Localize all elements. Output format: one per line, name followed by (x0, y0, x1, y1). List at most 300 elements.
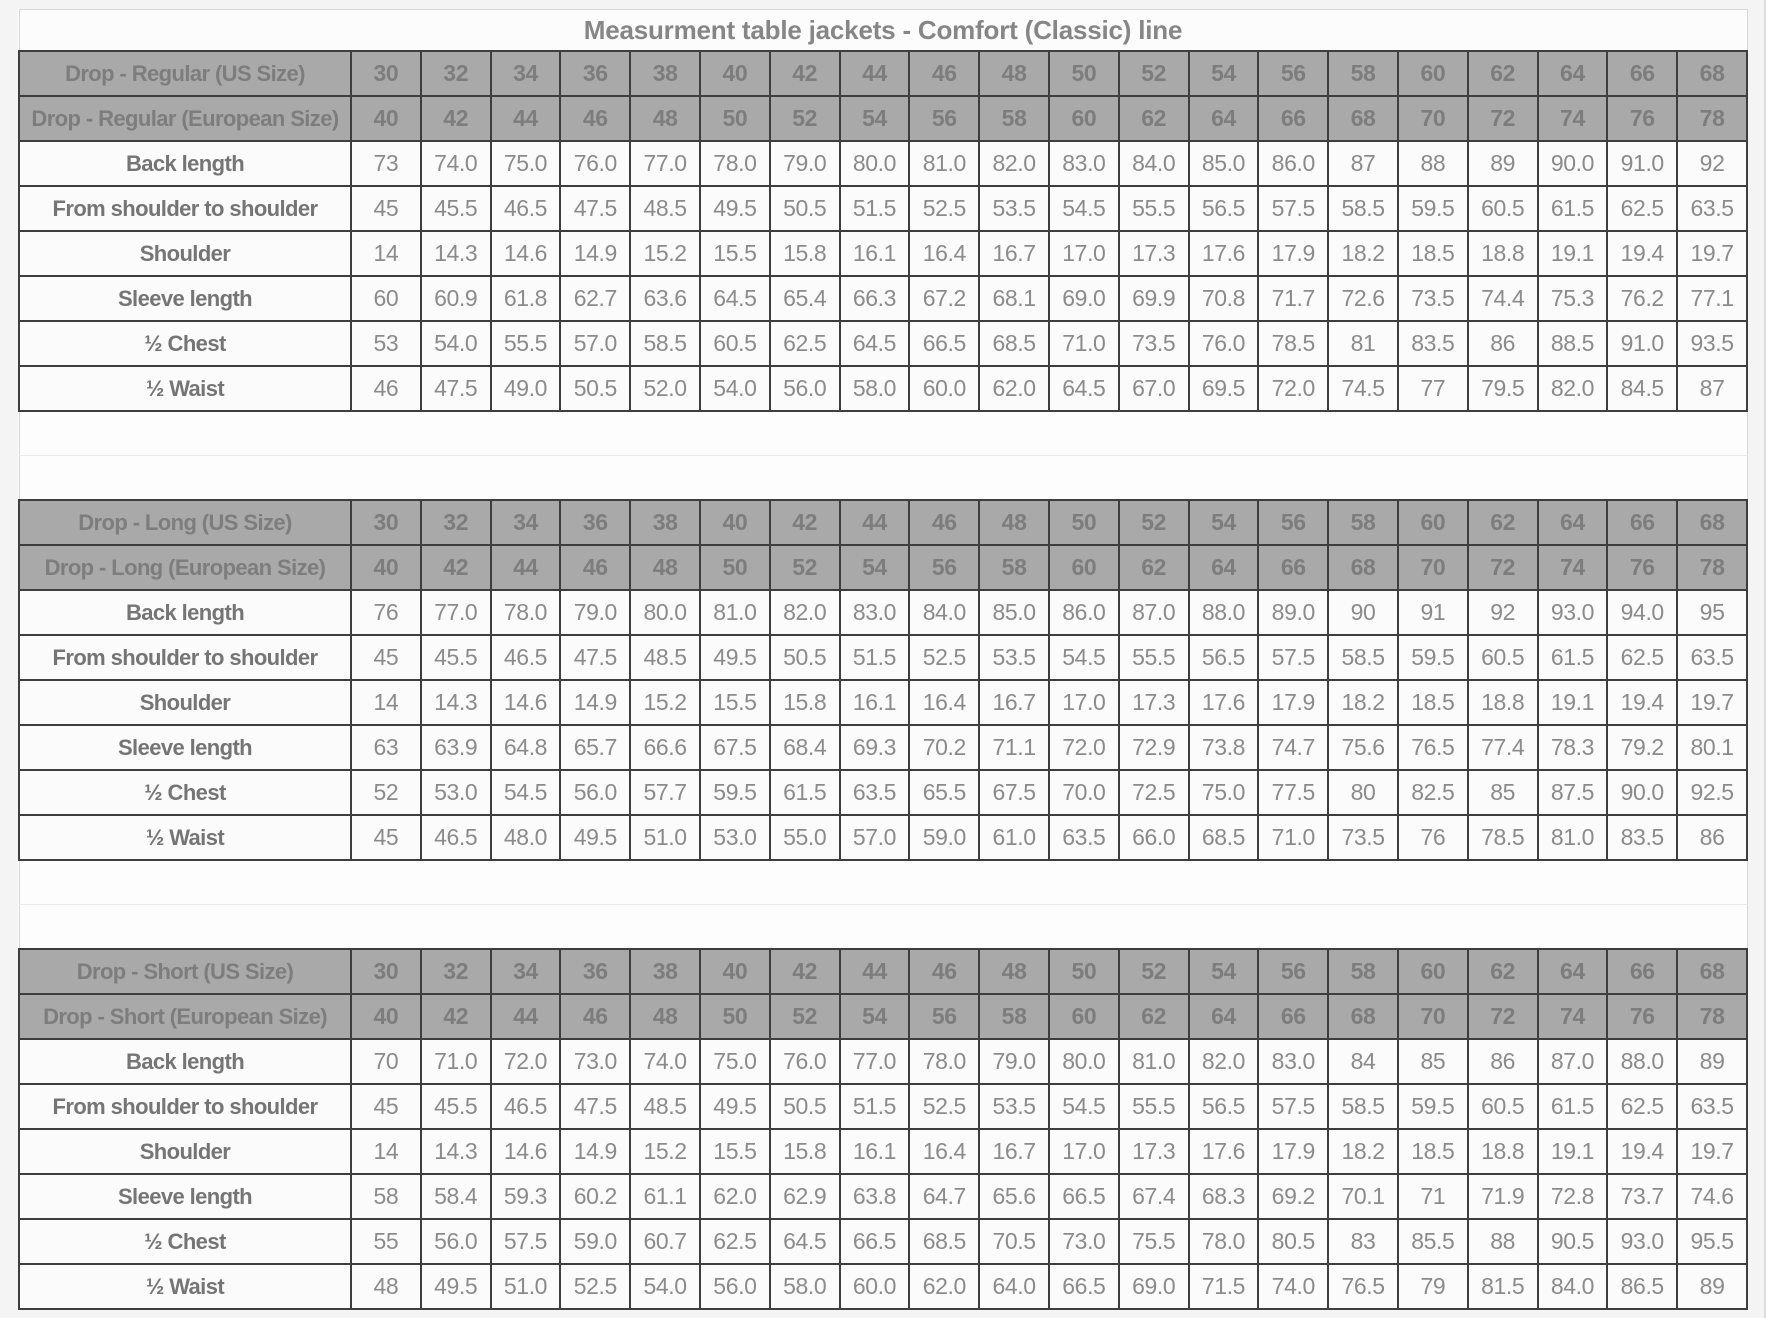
value-cell: 60.2 (560, 1174, 630, 1219)
us-size-cell: 54 (1189, 51, 1259, 96)
value-cell: 15.5 (700, 1129, 770, 1174)
eu-size-cell: 40 (351, 994, 421, 1039)
value-cell: 76 (1398, 815, 1468, 860)
eu-size-cell: 74 (1538, 96, 1608, 141)
value-cell: 80.0 (840, 141, 910, 186)
value-cell: 45 (351, 815, 421, 860)
value-cell: 16.4 (909, 231, 979, 276)
value-cell: 18.5 (1398, 680, 1468, 725)
value-cell: 77.5 (1258, 770, 1328, 815)
value-cell: 16.1 (840, 1129, 910, 1174)
value-cell: 67.4 (1119, 1174, 1189, 1219)
value-cell: 67.2 (909, 276, 979, 321)
us-size-cell: 44 (840, 949, 910, 994)
eu-size-header-row-regular (19, 96, 1747, 141)
value-cell: 46.5 (421, 815, 491, 860)
value-cell: 75.3 (1538, 276, 1608, 321)
eu-size-cell: 54 (840, 96, 910, 141)
value-cell: 52.0 (630, 366, 700, 411)
value-cell: 14.9 (560, 680, 630, 725)
value-cell: 91.0 (1607, 141, 1677, 186)
value-cell: 14 (351, 680, 421, 725)
value-cell: 78.0 (491, 590, 561, 635)
value-cell: 16.7 (979, 1129, 1049, 1174)
value-cell: 82.0 (979, 141, 1049, 186)
value-cell: 46.5 (491, 1084, 561, 1129)
value-cell: 55.5 (1119, 1084, 1189, 1129)
value-cell: 90.5 (1538, 1219, 1608, 1264)
value-cell: 73.5 (1328, 815, 1398, 860)
value-cell: 50.5 (770, 1084, 840, 1129)
value-cell: 71.7 (1258, 276, 1328, 321)
value-cell: 14.3 (421, 680, 491, 725)
value-cell: 48.5 (630, 186, 700, 231)
value-cell: 60.0 (840, 1264, 910, 1309)
measurement-row (19, 770, 1747, 815)
value-cell: 69.0 (1119, 1264, 1189, 1309)
value-cell: 62.9 (770, 1174, 840, 1219)
value-cell: 80 (1328, 770, 1398, 815)
us-size-header-label-short: Drop - Short (US Size) (19, 949, 351, 994)
value-cell: 19.4 (1607, 680, 1677, 725)
us-size-header-label-regular: Drop - Regular (US Size) (19, 51, 351, 96)
us-size-cell: 32 (421, 51, 491, 96)
value-cell: 15.2 (630, 231, 700, 276)
us-size-cell: 30 (351, 51, 421, 96)
us-size-cell: 58 (1328, 500, 1398, 545)
value-cell: 80.0 (630, 590, 700, 635)
value-cell: 74.4 (1468, 276, 1538, 321)
eu-size-cell: 44 (491, 994, 561, 1039)
value-cell: 48.5 (630, 1084, 700, 1129)
value-cell: 60 (351, 276, 421, 321)
value-cell: 67.5 (979, 770, 1049, 815)
value-cell: 54.0 (630, 1264, 700, 1309)
measurement-row (19, 815, 1747, 860)
value-cell: 83.5 (1398, 321, 1468, 366)
value-cell: 74.7 (1258, 725, 1328, 770)
value-cell: 58.4 (421, 1174, 491, 1219)
value-cell: 51.5 (840, 635, 910, 680)
value-cell: 76.5 (1328, 1264, 1398, 1309)
value-cell: 72.5 (1119, 770, 1189, 815)
value-cell: 81.5 (1468, 1264, 1538, 1309)
row-label: Sleeve length (19, 276, 351, 321)
value-cell: 56.5 (1189, 1084, 1259, 1129)
eu-size-cell: 50 (700, 96, 770, 141)
us-size-cell: 32 (421, 500, 491, 545)
value-cell: 88.0 (1189, 590, 1259, 635)
section-gap-row (19, 456, 1747, 501)
eu-size-cell: 56 (909, 545, 979, 590)
us-size-cell: 56 (1258, 949, 1328, 994)
value-cell: 76 (351, 590, 421, 635)
value-cell: 14 (351, 231, 421, 276)
us-size-cell: 40 (700, 949, 770, 994)
value-cell: 55 (351, 1219, 421, 1264)
value-cell: 60.7 (630, 1219, 700, 1264)
value-cell: 75.0 (491, 141, 561, 186)
us-size-cell: 40 (700, 51, 770, 96)
value-cell: 84 (1328, 1039, 1398, 1084)
value-cell: 83 (1328, 1219, 1398, 1264)
eu-size-cell: 64 (1189, 96, 1259, 141)
value-cell: 87.0 (1119, 590, 1189, 635)
eu-size-header-label-short: Drop - Short (European Size) (19, 994, 351, 1039)
value-cell: 53.5 (979, 1084, 1049, 1129)
value-cell: 84.0 (1538, 1264, 1608, 1309)
value-cell: 84.0 (909, 590, 979, 635)
eu-size-cell: 52 (770, 96, 840, 141)
value-cell: 79.5 (1468, 366, 1538, 411)
us-size-cell: 52 (1119, 500, 1189, 545)
value-cell: 76.0 (560, 141, 630, 186)
value-cell: 59.0 (909, 815, 979, 860)
us-size-cell: 60 (1398, 949, 1468, 994)
section-gap-row (19, 411, 1747, 456)
eu-size-header-label-long: Drop - Long (European Size) (19, 545, 351, 590)
value-cell: 68.1 (979, 276, 1049, 321)
value-cell: 89 (1677, 1264, 1747, 1309)
value-cell: 63.5 (1677, 1084, 1747, 1129)
value-cell: 91.0 (1607, 321, 1677, 366)
value-cell: 51.0 (491, 1264, 561, 1309)
section-gap-row (19, 860, 1747, 905)
value-cell: 77.1 (1677, 276, 1747, 321)
value-cell: 67.5 (700, 725, 770, 770)
measurement-table (18, 9, 1748, 1310)
value-cell: 45 (351, 1084, 421, 1129)
us-size-cell: 42 (770, 949, 840, 994)
value-cell: 17.6 (1189, 1129, 1259, 1174)
value-cell: 94.0 (1607, 590, 1677, 635)
value-cell: 79.0 (770, 141, 840, 186)
value-cell: 73 (351, 141, 421, 186)
value-cell: 17.0 (1049, 680, 1119, 725)
row-label: Back length (19, 590, 351, 635)
value-cell: 17.0 (1049, 1129, 1119, 1174)
us-size-cell: 52 (1119, 51, 1189, 96)
value-cell: 68.4 (770, 725, 840, 770)
value-cell: 86 (1677, 815, 1747, 860)
value-cell: 68.5 (1189, 815, 1259, 860)
value-cell: 77 (1398, 366, 1468, 411)
value-cell: 63.8 (840, 1174, 910, 1219)
us-size-cell: 68 (1677, 500, 1747, 545)
value-cell: 60.5 (1468, 186, 1538, 231)
value-cell: 71 (1398, 1174, 1468, 1219)
value-cell: 52.5 (560, 1264, 630, 1309)
value-cell: 85 (1398, 1039, 1468, 1084)
value-cell: 74.0 (1258, 1264, 1328, 1309)
eu-size-cell: 68 (1328, 545, 1398, 590)
value-cell: 75.5 (1119, 1219, 1189, 1264)
value-cell: 19.1 (1538, 231, 1608, 276)
value-cell: 15.8 (770, 680, 840, 725)
value-cell: 47.5 (560, 635, 630, 680)
us-size-cell: 34 (491, 500, 561, 545)
value-cell: 18.8 (1468, 680, 1538, 725)
us-size-cell: 36 (560, 51, 630, 96)
eu-size-cell: 74 (1538, 994, 1608, 1039)
eu-size-cell: 66 (1258, 96, 1328, 141)
value-cell: 18.5 (1398, 1129, 1468, 1174)
value-cell: 65.4 (770, 276, 840, 321)
eu-size-cell: 78 (1677, 96, 1747, 141)
value-cell: 66.5 (1049, 1264, 1119, 1309)
value-cell: 16.4 (909, 1129, 979, 1174)
value-cell: 62.5 (1607, 635, 1677, 680)
value-cell: 66.5 (909, 321, 979, 366)
value-cell: 72.6 (1328, 276, 1398, 321)
value-cell: 89.0 (1258, 590, 1328, 635)
value-cell: 55.0 (770, 815, 840, 860)
value-cell: 86.5 (1607, 1264, 1677, 1309)
value-cell: 49.5 (700, 1084, 770, 1129)
value-cell: 14.6 (491, 1129, 561, 1174)
row-label: From shoulder to shoulder (19, 635, 351, 680)
eu-size-cell: 54 (840, 545, 910, 590)
value-cell: 53.5 (979, 635, 1049, 680)
value-cell: 18.5 (1398, 231, 1468, 276)
value-cell: 60.5 (700, 321, 770, 366)
value-cell: 16.7 (979, 680, 1049, 725)
us-size-cell: 30 (351, 949, 421, 994)
value-cell: 79.2 (1607, 725, 1677, 770)
value-cell: 72.0 (491, 1039, 561, 1084)
value-cell: 89 (1468, 141, 1538, 186)
value-cell: 72.0 (1049, 725, 1119, 770)
value-cell: 86.0 (1258, 141, 1328, 186)
value-cell: 64.0 (979, 1264, 1049, 1309)
value-cell: 54.5 (1049, 186, 1119, 231)
eu-size-cell: 76 (1607, 96, 1677, 141)
value-cell: 46.5 (491, 635, 561, 680)
value-cell: 17.9 (1258, 680, 1328, 725)
value-cell: 70.1 (1328, 1174, 1398, 1219)
value-cell: 49.0 (491, 366, 561, 411)
value-cell: 64.8 (491, 725, 561, 770)
value-cell: 62.5 (770, 321, 840, 366)
eu-size-cell: 44 (491, 545, 561, 590)
eu-size-cell: 78 (1677, 545, 1747, 590)
eu-size-cell: 70 (1398, 96, 1468, 141)
value-cell: 71.0 (1258, 815, 1328, 860)
us-size-cell: 54 (1189, 500, 1259, 545)
us-size-cell: 50 (1049, 51, 1119, 96)
us-size-header-row-long (19, 500, 1747, 545)
value-cell: 75.6 (1328, 725, 1398, 770)
value-cell: 76.5 (1398, 725, 1468, 770)
gap-cell (19, 456, 1747, 501)
value-cell: 82.5 (1398, 770, 1468, 815)
value-cell: 64.5 (1049, 366, 1119, 411)
value-cell: 66.0 (1119, 815, 1189, 860)
value-cell: 50.5 (770, 186, 840, 231)
value-cell: 75.0 (1189, 770, 1259, 815)
value-cell: 56.5 (1189, 186, 1259, 231)
value-cell: 49.5 (700, 186, 770, 231)
value-cell: 14.9 (560, 231, 630, 276)
us-size-cell: 68 (1677, 949, 1747, 994)
eu-size-cell: 62 (1119, 994, 1189, 1039)
value-cell: 79.0 (979, 1039, 1049, 1084)
eu-size-cell: 48 (630, 96, 700, 141)
value-cell: 95 (1677, 590, 1747, 635)
value-cell: 63 (351, 725, 421, 770)
value-cell: 85.5 (1398, 1219, 1468, 1264)
eu-size-cell: 42 (421, 545, 491, 590)
eu-size-cell: 46 (560, 994, 630, 1039)
value-cell: 16.1 (840, 680, 910, 725)
value-cell: 73.0 (1049, 1219, 1119, 1264)
us-size-cell: 66 (1607, 500, 1677, 545)
value-cell: 15.2 (630, 680, 700, 725)
value-cell: 62.5 (1607, 186, 1677, 231)
value-cell: 19.7 (1677, 231, 1747, 276)
us-size-cell: 66 (1607, 51, 1677, 96)
value-cell: 58.5 (630, 321, 700, 366)
eu-size-cell: 44 (491, 96, 561, 141)
value-cell: 68.3 (1189, 1174, 1259, 1219)
measurement-row (19, 1129, 1747, 1174)
value-cell: 45.5 (421, 635, 491, 680)
value-cell: 69.3 (840, 725, 910, 770)
value-cell: 69.9 (1119, 276, 1189, 321)
eu-size-cell: 70 (1398, 994, 1468, 1039)
value-cell: 56.0 (560, 770, 630, 815)
value-cell: 48 (351, 1264, 421, 1309)
value-cell: 68.5 (979, 321, 1049, 366)
value-cell: 61.5 (1538, 186, 1608, 231)
value-cell: 92 (1677, 141, 1747, 186)
us-size-cell: 56 (1258, 500, 1328, 545)
row-label: Shoulder (19, 1129, 351, 1174)
value-cell: 54.5 (1049, 1084, 1119, 1129)
value-cell: 19.4 (1607, 1129, 1677, 1174)
value-cell: 54.0 (700, 366, 770, 411)
eu-size-cell: 40 (351, 96, 421, 141)
us-size-header-row-short (19, 949, 1747, 994)
eu-size-cell: 72 (1468, 994, 1538, 1039)
eu-size-cell: 56 (909, 96, 979, 141)
value-cell: 86.0 (1049, 590, 1119, 635)
value-cell: 73.8 (1189, 725, 1259, 770)
eu-size-cell: 50 (700, 994, 770, 1039)
value-cell: 74.5 (1328, 366, 1398, 411)
measurement-row (19, 186, 1747, 231)
value-cell: 81.0 (909, 141, 979, 186)
value-cell: 17.3 (1119, 231, 1189, 276)
value-cell: 61.1 (630, 1174, 700, 1219)
value-cell: 57.5 (491, 1219, 561, 1264)
eu-size-cell: 60 (1049, 994, 1119, 1039)
value-cell: 85.0 (979, 590, 1049, 635)
eu-size-cell: 56 (909, 994, 979, 1039)
value-cell: 87.5 (1538, 770, 1608, 815)
value-cell: 80.0 (1049, 1039, 1119, 1084)
value-cell: 17.9 (1258, 1129, 1328, 1174)
value-cell: 59.0 (560, 1219, 630, 1264)
value-cell: 80.1 (1677, 725, 1747, 770)
value-cell: 66.6 (630, 725, 700, 770)
value-cell: 70.8 (1189, 276, 1259, 321)
value-cell: 88 (1398, 141, 1468, 186)
eu-size-cell: 54 (840, 994, 910, 1039)
eu-size-cell: 50 (700, 545, 770, 590)
value-cell: 15.5 (700, 231, 770, 276)
value-cell: 71.0 (421, 1039, 491, 1084)
measurement-row (19, 141, 1747, 186)
eu-size-cell: 52 (770, 545, 840, 590)
value-cell: 93.0 (1607, 1219, 1677, 1264)
value-cell: 61.0 (979, 815, 1049, 860)
value-cell: 52.5 (909, 186, 979, 231)
eu-size-cell: 46 (560, 545, 630, 590)
value-cell: 58.5 (1328, 1084, 1398, 1129)
value-cell: 45 (351, 186, 421, 231)
row-label: ½ Chest (19, 1219, 351, 1264)
value-cell: 72.8 (1538, 1174, 1608, 1219)
value-cell: 90 (1328, 590, 1398, 635)
us-size-cell: 54 (1189, 949, 1259, 994)
value-cell: 18.8 (1468, 231, 1538, 276)
value-cell: 19.1 (1538, 1129, 1608, 1174)
us-size-cell: 60 (1398, 51, 1468, 96)
value-cell: 81.0 (700, 590, 770, 635)
value-cell: 58.0 (770, 1264, 840, 1309)
value-cell: 62.5 (1607, 1084, 1677, 1129)
value-cell: 62.5 (700, 1219, 770, 1264)
value-cell: 17.0 (1049, 231, 1119, 276)
value-cell: 65.7 (560, 725, 630, 770)
measurement-row (19, 635, 1747, 680)
value-cell: 82.0 (770, 590, 840, 635)
value-cell: 70.0 (1049, 770, 1119, 815)
value-cell: 69.2 (1258, 1174, 1328, 1219)
value-cell: 50.5 (770, 635, 840, 680)
value-cell: 61.5 (1538, 635, 1608, 680)
value-cell: 86 (1468, 321, 1538, 366)
value-cell: 17.9 (1258, 231, 1328, 276)
measurement-row (19, 366, 1747, 411)
value-cell: 61.5 (1538, 1084, 1608, 1129)
value-cell: 92 (1468, 590, 1538, 635)
value-cell: 16.1 (840, 231, 910, 276)
value-cell: 19.4 (1607, 231, 1677, 276)
value-cell: 56.5 (1189, 635, 1259, 680)
value-cell: 93.0 (1538, 590, 1608, 635)
value-cell: 73.0 (560, 1039, 630, 1084)
eu-size-cell: 58 (979, 545, 1049, 590)
row-label: ½ Chest (19, 770, 351, 815)
us-size-cell: 62 (1468, 500, 1538, 545)
row-label: Shoulder (19, 680, 351, 725)
value-cell: 88.0 (1607, 1039, 1677, 1084)
value-cell: 47.5 (560, 1084, 630, 1129)
row-label: ½ Waist (19, 1264, 351, 1309)
us-size-cell: 48 (979, 500, 1049, 545)
value-cell: 68.5 (909, 1219, 979, 1264)
eu-size-header-row-long (19, 545, 1747, 590)
value-cell: 76.0 (1189, 321, 1259, 366)
value-cell: 82.0 (1189, 1039, 1259, 1084)
value-cell: 93.5 (1677, 321, 1747, 366)
value-cell: 72.9 (1119, 725, 1189, 770)
eu-size-cell: 62 (1119, 545, 1189, 590)
value-cell: 87 (1677, 366, 1747, 411)
value-cell: 49.5 (560, 815, 630, 860)
